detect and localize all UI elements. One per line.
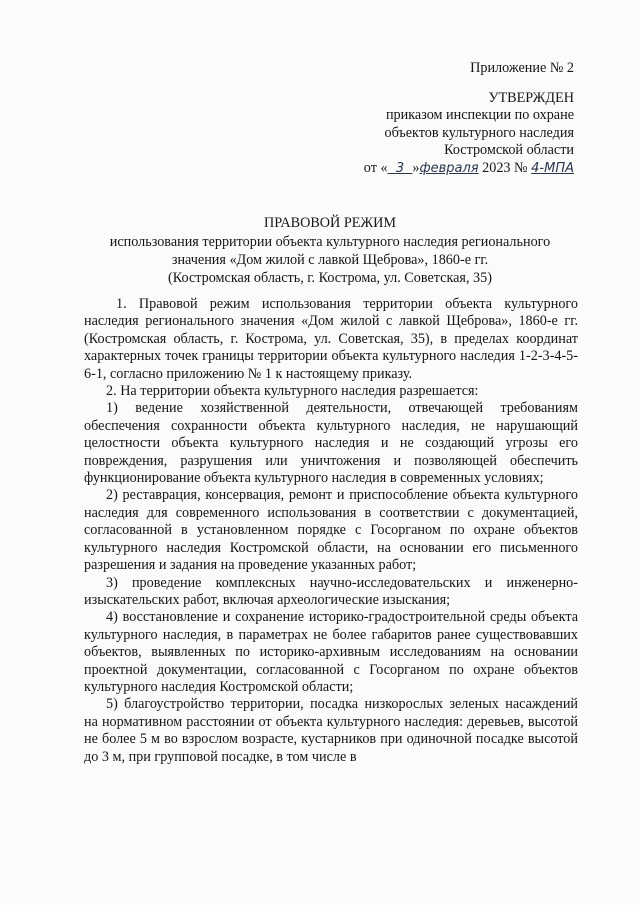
paragraph: 3) проведение комплексных научно-исследовательских и инженерно-изыскательских работ, включая археологические изыскания; (84, 574, 578, 608)
paragraph: 2. На территории объекта культурного наследия разрешается: (106, 383, 479, 400)
date-mid: » (412, 159, 420, 176)
document-body (84, 296, 578, 766)
paragraph: 4) восстановление и сохранение историко-градостроительной среды объекта культурного наследия, в параметрах не более габаритов ранее существовавших объектов, выявленных по историко-архивным исследованиям на основании проектной документации, согласованной с Госорганом по охране объектов культурного наследия Костромской области; (84, 609, 578, 695)
paragraph: 2) реставрация, консервация, ремонт и приспособление объекта культурного наследия для современного использования в соответствии с документацией, согласованной в установленном порядке с Госорганом по охране объектов культурного наследия Костромской области, на основании его письменного разрешения и задания на проведение указанных работ; (84, 487, 578, 574)
paragraph: 1. Правовой режим использования территории объекта культурного наследия регионального значения «Дом жилой с лавкой Щеброва», 1860-е гг. (Костромская область, г. Кострома, ул. Советская, 35), в пределах координат характерных точек границы территории объекта культурного наследия 1-2-3-4-5-6-1, согласно приложению № 1 к настоящему приказу. (84, 296, 578, 382)
date-day: 3 (395, 160, 405, 176)
document-title (40, 214, 620, 287)
date-month: февраля (419, 160, 479, 176)
title-line-3: (Костромская область, г. Кострома, ул. Советская, 35) (168, 270, 492, 286)
date-year-number: 2023 № (482, 159, 528, 176)
approved-label: УТВЕРЖДЕН (488, 89, 574, 106)
title-line-2: значения «Дом жилой с лавкой Щеброва», 1860-е гг. (171, 252, 489, 268)
order-number: 4-МПА (531, 160, 574, 176)
date-prefix: от « (363, 159, 388, 176)
paragraph: 1) ведение хозяйственной деятельности, отвечающей требованиям обеспечения сохранности объекта культурного наследия, не нарушающий целостности объекта культурного наследия и не создающий угрозы его повреждения, разрушения или уничтожения и позволяющей обеспечить функционирование объекта культурного наследия в современных условиях; (84, 400, 578, 487)
approval-block (364, 60, 574, 177)
title-line-1: использования территории объекта культурного наследия регионального (109, 234, 551, 250)
title-heading: ПРАВОВОЙ РЕЖИМ (264, 215, 396, 231)
approval-objects-line: объектов культурного наследия (384, 124, 574, 141)
appendix-label: Приложение № 2 (470, 60, 574, 76)
approval-order-line: приказом инспекции по охране (385, 107, 574, 123)
paragraph: 5) благоустройство территории, посадка низкорослых зеленых насаждений на нормативном расстоянии от объекта культурного наследия: деревьев, высотой не более 5 м во взрослом возрасте, кустарников при одиночной посадке высотой до 3 м, при групповой посадке, в том числе в (84, 696, 578, 765)
approval-region-line: Костромской области (444, 142, 574, 158)
approval-date-line (364, 160, 574, 178)
